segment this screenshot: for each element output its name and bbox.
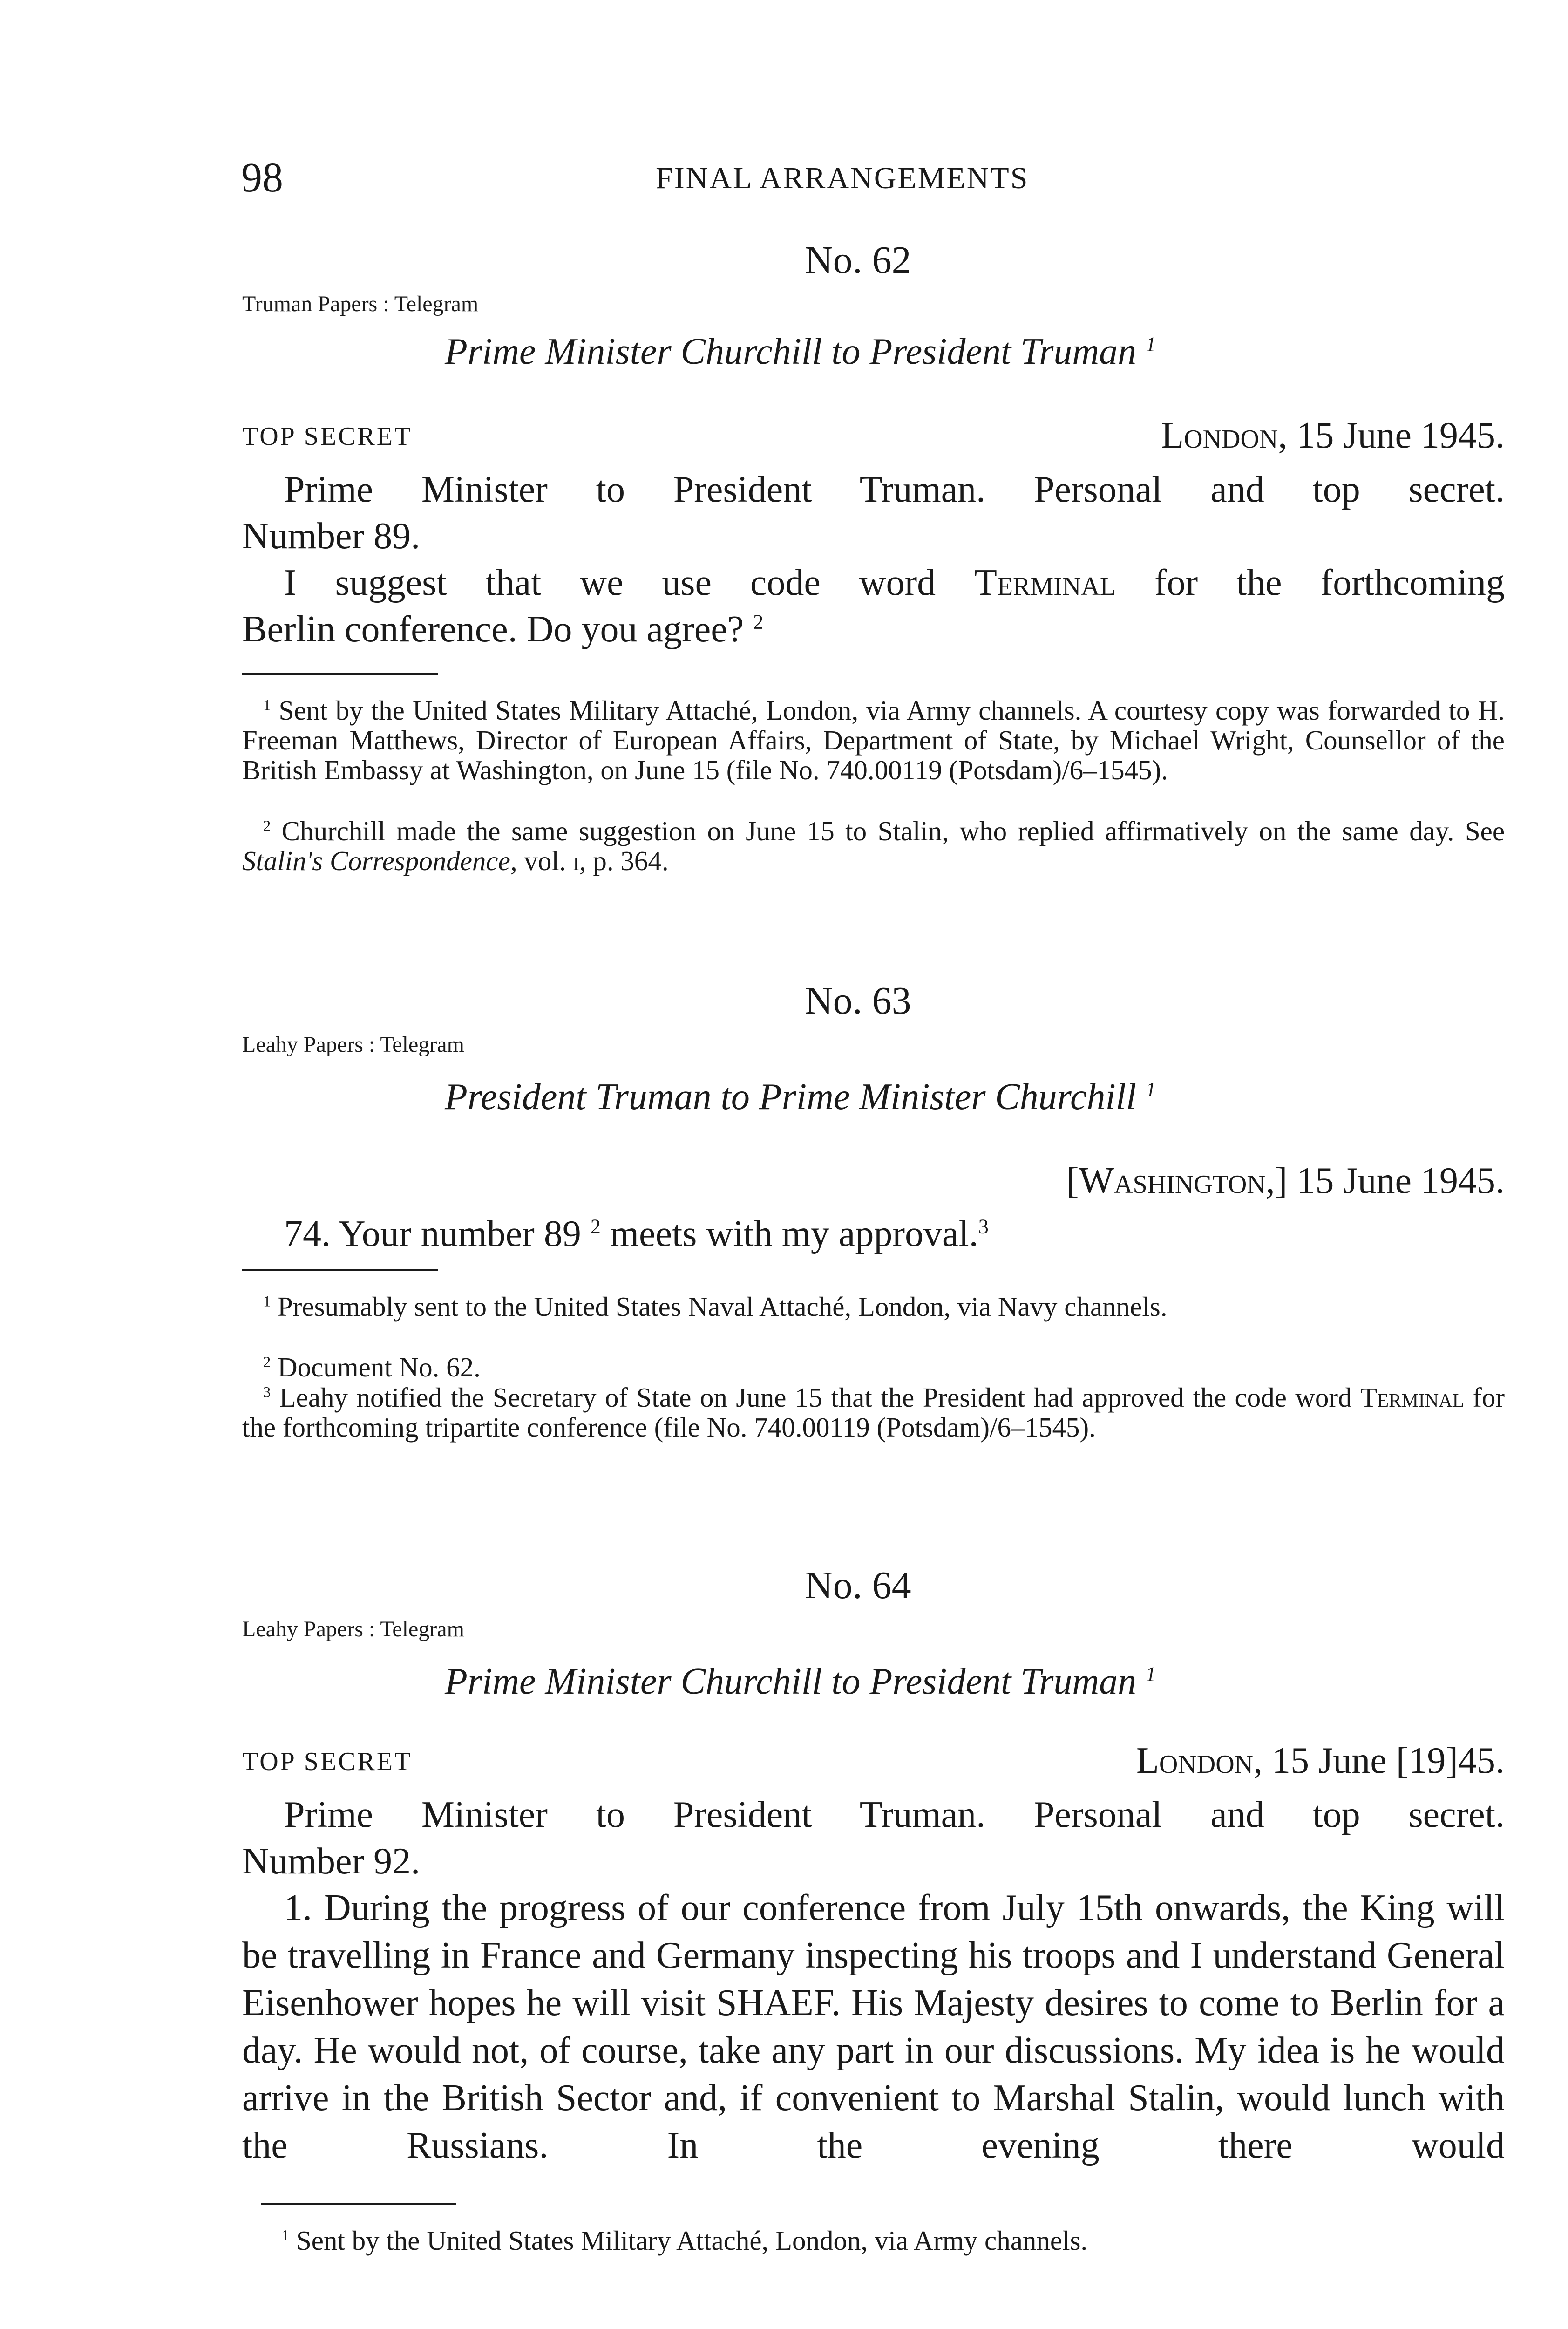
place-date: [Washington,] 15 June 1945. bbox=[1066, 1160, 1505, 1201]
footnote-divider bbox=[242, 1269, 438, 1271]
document-title: Prime Minister Churchill to President Truman $^1$ bbox=[445, 331, 1156, 372]
message-line: Berlin conference. Do you agree? $^2$ bbox=[242, 609, 764, 650]
message-paragraph: 74. Your number 89 $^2$ meets with my approval.$^3$ bbox=[284, 1213, 989, 1254]
footnote: $^1$ Presumably sent to the United States Naval Attaché, London, via Navy channels. bbox=[263, 1291, 1168, 1322]
document-number: No. 63 bbox=[805, 979, 911, 1022]
document-title: Prime Minister Churchill to President Truman $^1$ bbox=[445, 1661, 1156, 1702]
footnote-reference: 2 bbox=[753, 610, 764, 633]
footnote: $^3$ Leahy notified the Secretary of State on June 15 that the President had approved the code word Terminal for the forthcoming tripartite conference (file No. 740.00119 (Potsdam)/6–1545). bbox=[242, 1382, 1505, 1443]
page-number: 98 bbox=[241, 155, 283, 201]
footnote: $^2$ Document No. 62. bbox=[263, 1352, 481, 1382]
footnote-reference: 1 bbox=[1146, 333, 1156, 356]
message-paragraph: I suggest that we use code word Terminal for the forthcoming bbox=[284, 562, 1505, 603]
footnote-reference: 1 bbox=[1146, 1662, 1156, 1686]
document-title: President Truman to Prime Minister Churchill $^1$ bbox=[445, 1076, 1156, 1117]
footnote-reference: 3 bbox=[978, 1215, 989, 1238]
footnote: $^2$ Churchill made the same suggestion on June 15 to Stalin, who replied affirmatively on the same day. See Stalin's Correspondence, vol. i, p. 364. bbox=[242, 816, 1505, 876]
place-date: London, 15 June 1945. bbox=[1161, 415, 1505, 456]
footnote-reference: 2 bbox=[590, 1215, 601, 1238]
message-line: Number 89. bbox=[242, 516, 421, 557]
document-number: No. 62 bbox=[805, 238, 911, 282]
message-paragraph: 1. During the progress of our conference from July 15th onwards, the King will be travelling in France and Germany inspecting his troops and I understand General Eisenhower hopes he will visit SHAEF. His Majesty desires to come to Berlin for a day. He would not, of course, take any part in our discussions. My idea is he would arrive in the British Sector and, if convenient to Marshal Stalin, would lunch with the Russians. In the evening there would bbox=[242, 1887, 1505, 2166]
document-source: Leahy Papers : Telegram bbox=[242, 1032, 464, 1057]
message-line: Prime Minister to President Truman. Personal and top secret. bbox=[284, 469, 1505, 510]
document-source: Leahy Papers : Telegram bbox=[242, 1617, 464, 1641]
footnote-reference: 1 bbox=[1146, 1078, 1156, 1101]
document-source: Truman Papers : Telegram bbox=[242, 292, 479, 316]
classification: TOP SECRET bbox=[242, 422, 413, 451]
place-date: London, 15 June [19]45. bbox=[1136, 1740, 1505, 1781]
classification: TOP SECRET bbox=[242, 1747, 413, 1776]
footnote: $^1$ Sent by the United States Military Attaché, London, via Army channels. A courtesy copy was forwarded to H. Freeman Matthews, Director of European Affairs, Department of State, by Michael Wright, Counsellor of the British Embassy at Washington, on June 15 (file No. 740.00119 (Potsdam)/6–1545). bbox=[242, 695, 1505, 785]
footnote-divider bbox=[242, 673, 438, 675]
document-number: No. 64 bbox=[805, 1564, 911, 1607]
footnote-divider bbox=[261, 2203, 456, 2205]
footnote: $^1$ Sent by the United States Military Attaché, London, via Army channels. bbox=[282, 2225, 1088, 2256]
message-line: Prime Minister to President Truman. Personal and top secret. bbox=[284, 1794, 1505, 1835]
running-head: FINAL ARRANGEMENTS bbox=[656, 161, 1029, 195]
message-line: Number 92. bbox=[242, 1841, 421, 1882]
